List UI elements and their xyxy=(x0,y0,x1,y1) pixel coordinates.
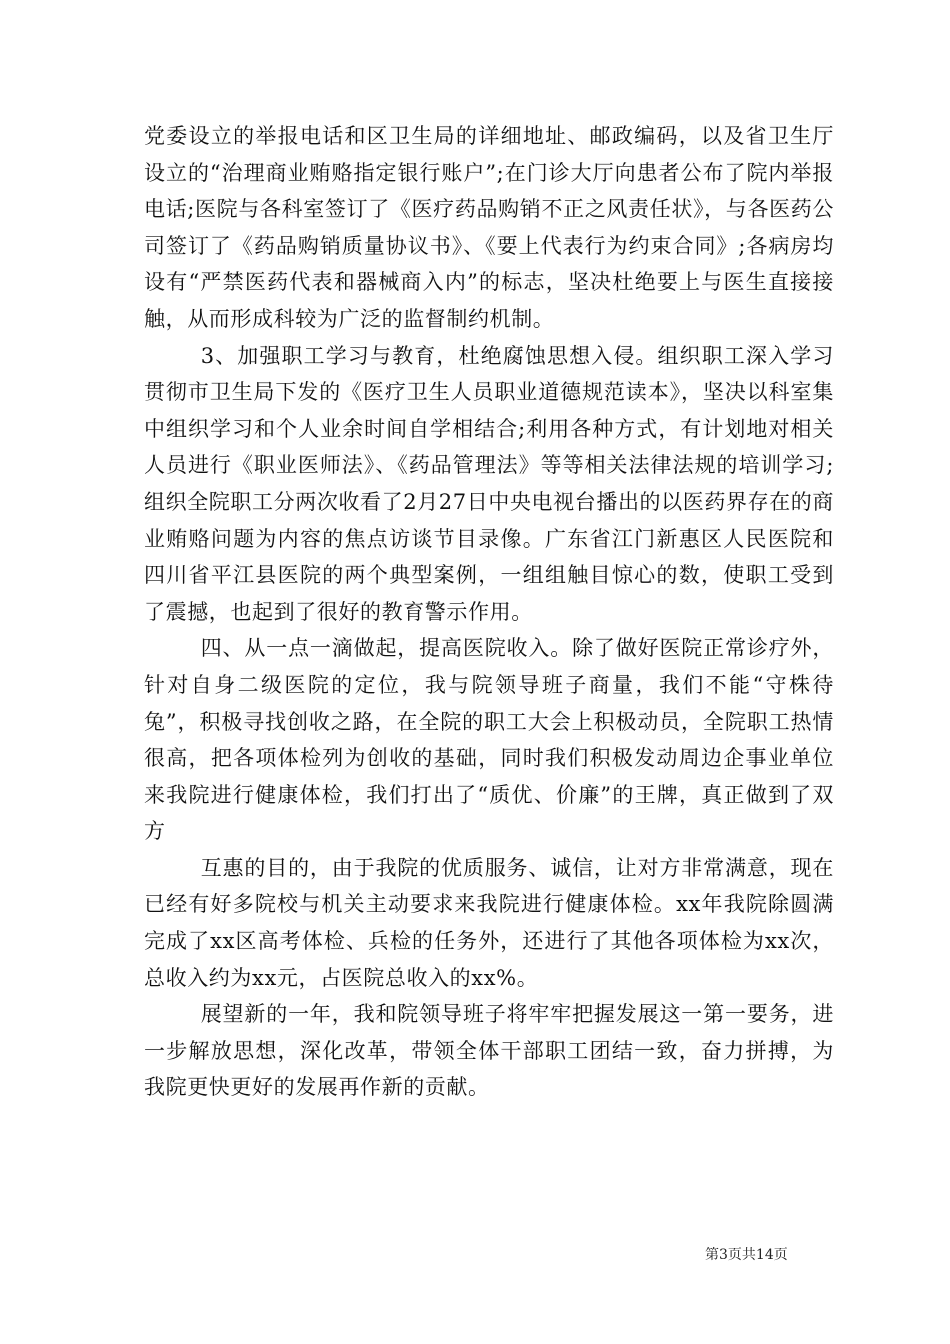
paragraph-hospital-income: 四、从一点一滴做起，提高医院收入。除了做好医院正常诊疗外，针对自身二级医院的定位，我与院领导班子商量，我们不能“守株待兔”，积极寻找创收之路，在全院的职工大会上积极动员，全院职工热情很高，把各项体检列为创收的基础，同时我们积极发动周边企事业单位来我院进行健康体检，我们打出了“质优、价廉”的王牌，真正做到了双方 xyxy=(144,636,834,844)
paragraph-staff-education: 3、加强职工学习与教育，杜绝腐蚀思想入侵。组织职工深入学习贯彻市卫生局下发的《医疗卫生人员职业道德规范读本》，坚决以科室集中组织学习和个人业余时间自学相结合;利用各种方式，有计划地对相关人员进行《职业医师法》、《药品管理法》等等相关法律法规的培训学习;组织全院职工分两次收看了2月27日中央电视台播出的以医药界存在的商业贿赂问题为内容的焦点访谈节目录像。广东省江门新惠区人民医院和四川省平江县医院的两个典型案例，一组组触目惊心的数，使职工受到了震撼，也起到了很好的教育警示作用。 xyxy=(144,343,834,624)
paragraph-continuation: 党委设立的举报电话和区卫生局的详细地址、邮政编码，以及省卫生厅设立的“治理商业贿赂指定银行账户”;在门诊大厅向患者公布了院内举报电话;医院与各科室签订了《医疗药品购销不正之风责任状》，与各医药公司签订了《药品购销质量协议书》、《要上代表行为约束合同》;各病房均设有“严禁医药代表和器械商入内”的标志，坚决杜绝要上与医生直接接触，从而形成科较为广泛的监督制约机制。 xyxy=(144,124,834,331)
page-number-footer: 第3页共14页 xyxy=(705,1247,788,1263)
paragraph-outlook: 展望新的一年，我和院领导班子将牢牢把握发展这一第一要务，进一步解放思想，深化改革，带领全体干部职工团结一致，奋力拼搏，为我院更快更好的发展再作新的贡献。 xyxy=(144,1002,834,1100)
body-text xyxy=(144,118,834,1106)
paragraph-mutual-benefit: 互惠的目的，由于我院的优质服务、诚信，让对方非常满意，现在已经有好多院校与机关主动要求来我院进行健康体检。xx年我院除圆满完成了xx区高考体检、兵检的任务外，还进行了其他各项体检为xx次，总收入约为xx元，占医院总收入的xx%。 xyxy=(144,855,834,990)
